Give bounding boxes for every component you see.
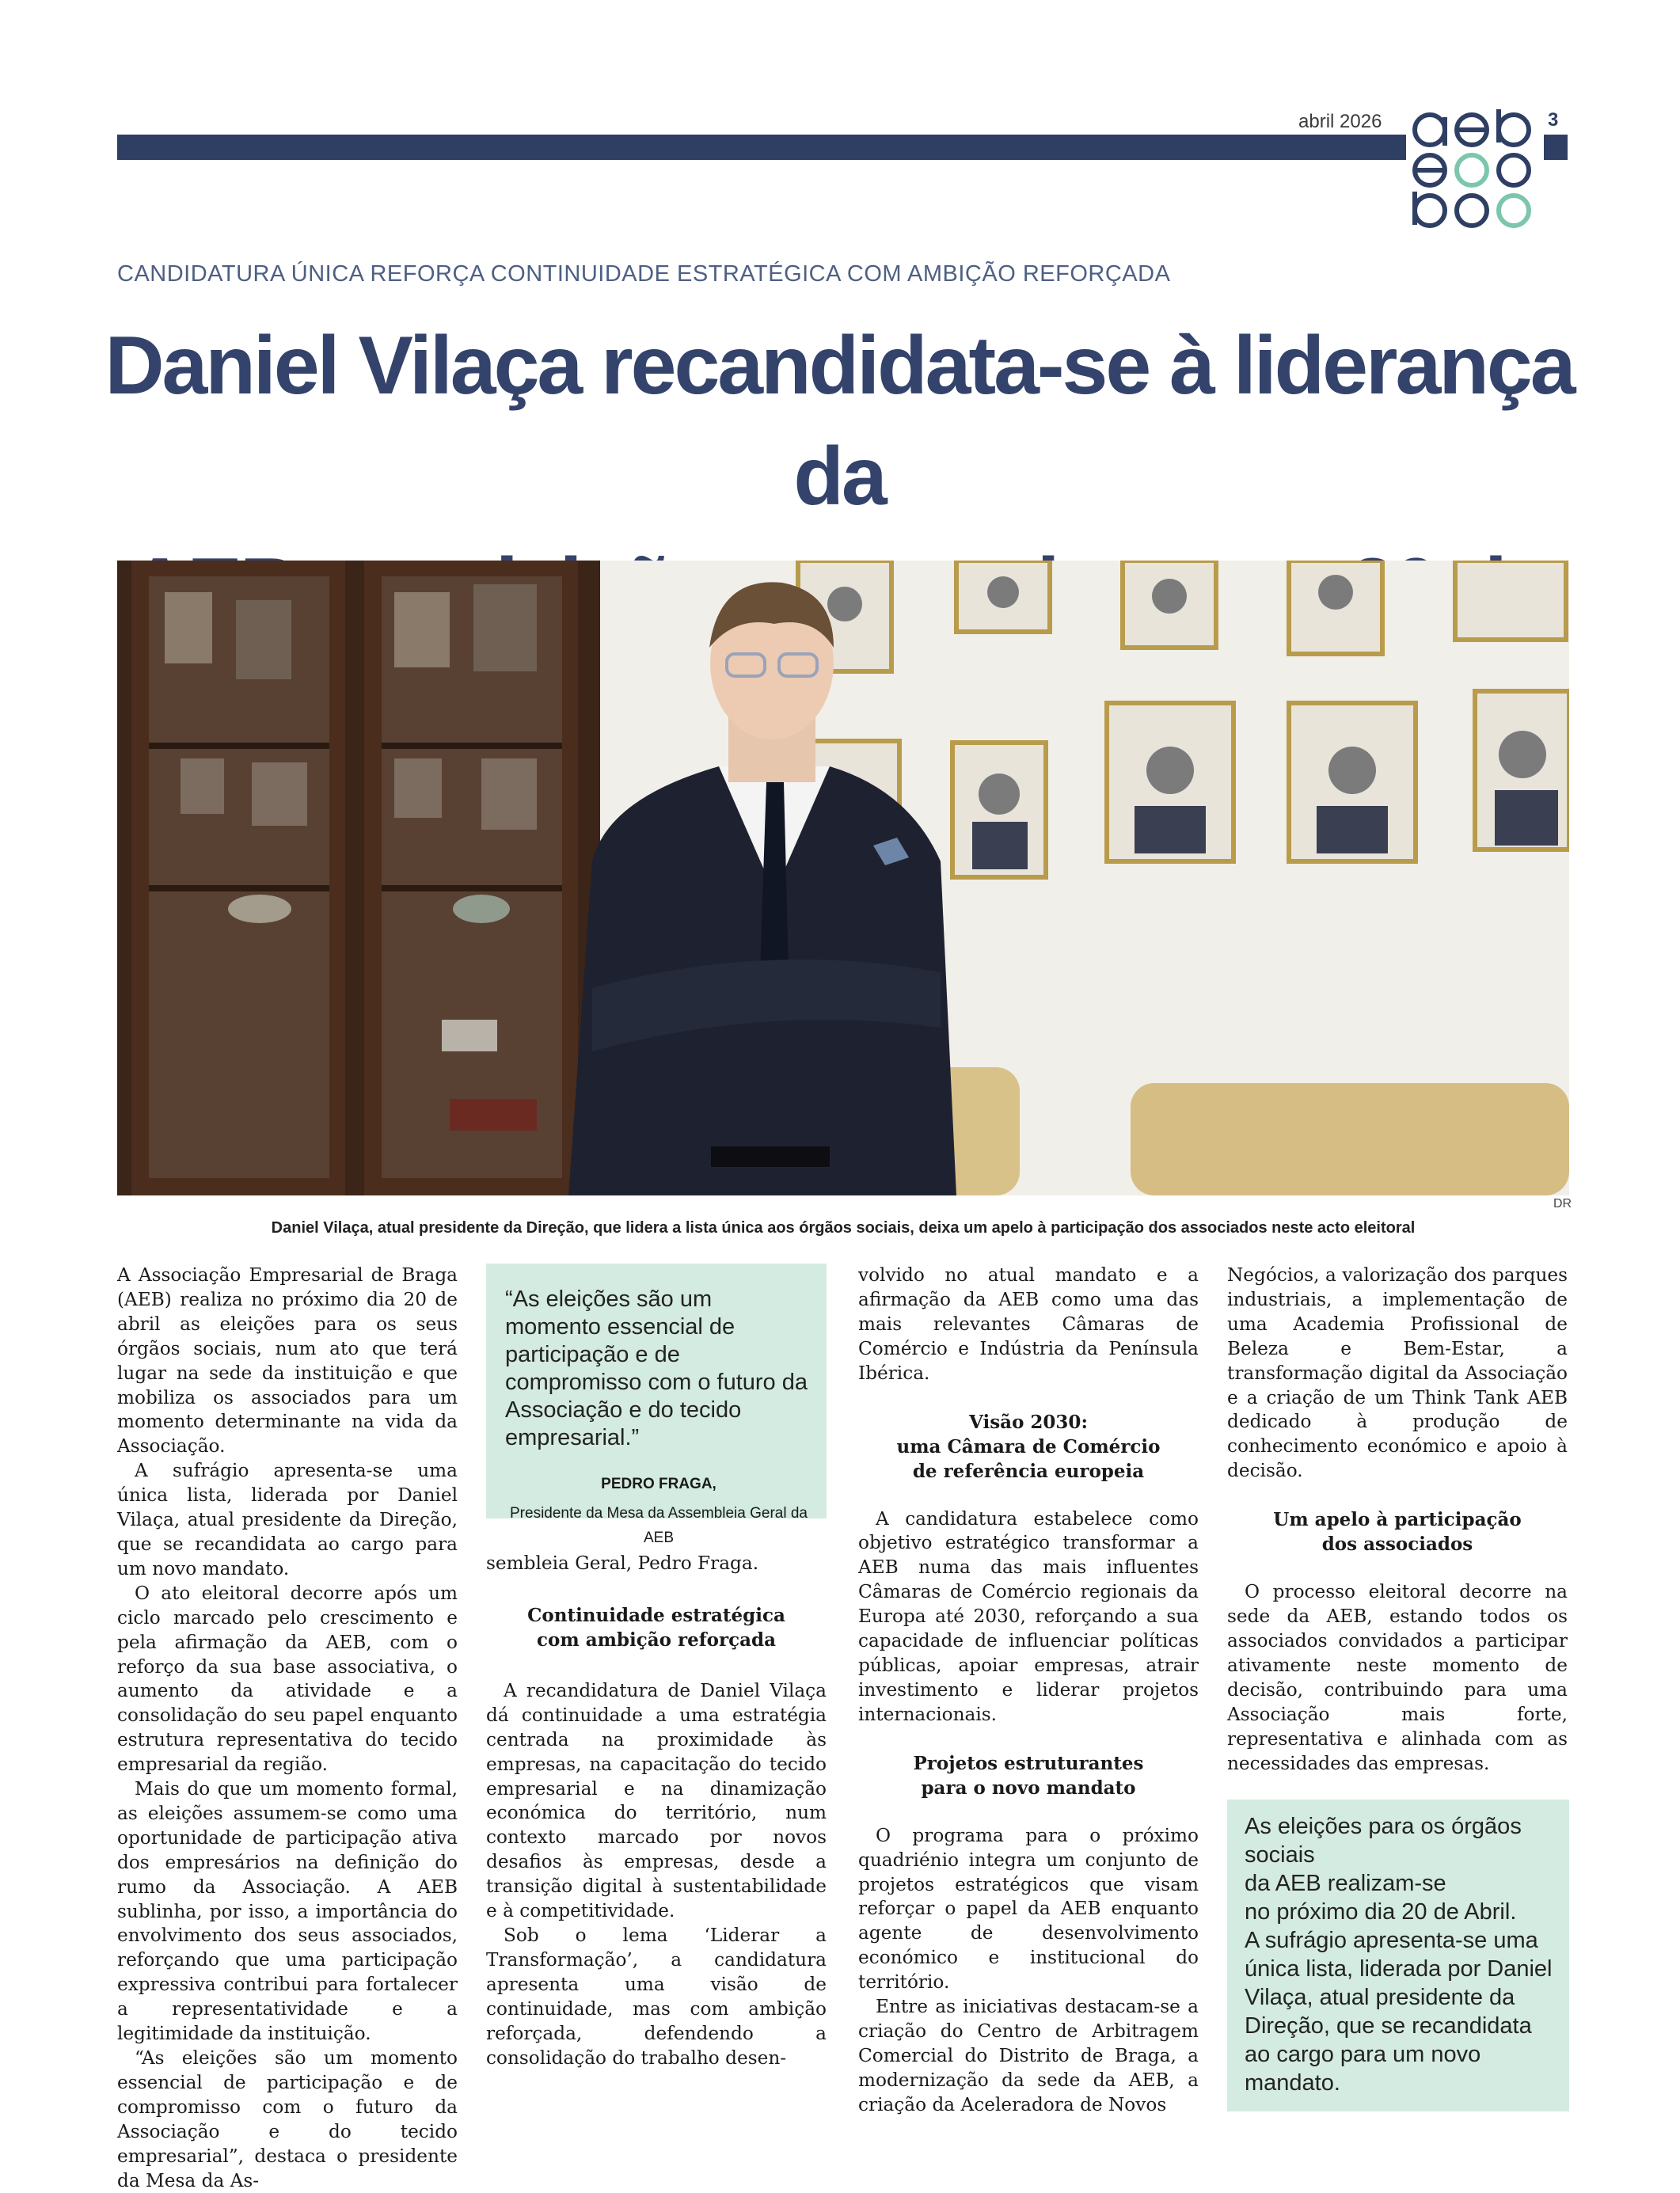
header-bar-end [1544, 135, 1568, 160]
section-heading [1227, 1507, 1568, 1556]
section-heading-line: dos associados [1321, 1534, 1473, 1556]
section-heading-line: com ambição reforçada [537, 1629, 776, 1651]
photo-caption: Daniel Vilaça, atual presidente da Direção, que lidera a lista única aos órgãos sociais, deixa um apelo à participação dos associados neste acto eleitoral [271, 1219, 1416, 1237]
paragraph: O processo eleitoral decorre na sede da AEB, estando todos os associados convidados a participar ativamente neste momento de decisão, contribuindo para uma Associação mais forte, representativa e alinhada com as necessidades das empresas. [1227, 1581, 1568, 1774]
highlight-line: no próximo dia 20 de Abril. [1245, 1899, 1517, 1925]
pull-quote-author: PEDRO FRAGA, [601, 1476, 716, 1492]
pull-quote-role: Presidente da Mesa da Assembleia Geral da AEB [510, 1504, 808, 1546]
section-heading-line: Visão 2030: [969, 1411, 1088, 1433]
edition-date: abril 2026 [1298, 111, 1382, 132]
section-heading-line: Um apelo à participação [1273, 1509, 1522, 1531]
article-photo [117, 561, 1569, 1195]
pull-quote-text: “As eleições são um momento essencial de participação e de compromisso com o futuro da Associação e do tecido empresarial.” [505, 1287, 808, 1450]
aeb-logo [1409, 109, 1534, 230]
paragraph: Entre as iniciativas destacam-se a criação do Centro de Arbitragem Comercial do Distrito de Braga, a modernização da sede da AEB, a criação da Aceleradora de Novos [858, 1996, 1199, 2115]
section-heading [858, 1751, 1199, 1800]
section-heading-line: Projetos estruturantes [913, 1752, 1144, 1774]
paragraph: Negócios, a valorização dos parques industriais, a implementação de uma Academia Profissional de Beleza e Bem-Estar, a transformação digital da Associação e a criação de um Think Tank AEB dedicado à produção de conhecimento económico e apoio à decisão. [1227, 1264, 1568, 1482]
highlight-line: da AEB realizam-se [1245, 1871, 1446, 1897]
article-column-3 [858, 1264, 1199, 2118]
article-kicker: CANDIDATURA ÚNICA REFORÇA CONTINUIDADE ESTRATÉGICA COM AMBIÇÃO REFORÇADA [117, 261, 1171, 287]
headline-line-1: Daniel Vilaça recandidata-se à liderança da [105, 320, 1574, 523]
highlight-line: As eleições para os órgãos sociais [1245, 1814, 1522, 1868]
section-heading-line: para o novo mandato [921, 1777, 1136, 1799]
article-column-4 [1227, 1264, 1568, 2111]
section-heading [486, 1603, 827, 1652]
page-number: 3 [1548, 109, 1559, 131]
paragraph: Mais do que um momento formal, as eleições assumem-se como uma oportunidade de participação ativa dos empresários na definição do rumo da Associação. A AEB sublinha, por isso, a importância do envolvimento dos seus associados, reforçando que uma participação expressiva contribui para fortalecer a representatividade e a legitimidade da instituição. [117, 1778, 458, 2045]
paragraph: A candidatura estabelece como objetivo estratégico transformar a AEB numa das mais influentes Câmaras de Comércio regionais da Europa até 2030, reforçando a sua capacidade de influenciar políticas públicas, apoiar empresas, atrair investimento e liderar projetos internacionais. [858, 1507, 1199, 1725]
paragraph: A Associação Empresarial de Braga (AEB) realiza no próximo dia 20 de abril as eleições para os seus órgãos sociais, num ato que terá lugar na sede da instituição e que mobiliza os associados para um momento determinante na vida da Associação. [117, 1264, 458, 1458]
header-bar [117, 135, 1406, 160]
paragraph: sembleia Geral, Pedro Fraga. [486, 1553, 759, 1574]
article-column-1 [117, 1264, 458, 2193]
pull-quote-box [486, 1264, 827, 1546]
section-heading-line: Continuidade estratégica [527, 1604, 785, 1626]
article-column-2 [486, 1264, 827, 2070]
paragraph: volvido no atual mandato e a afirmação da AEB como uma das mais relevantes Câmaras de Comércio e Indústria da Península Ibérica. [858, 1264, 1199, 1384]
section-heading-line: de referência europeia [912, 1460, 1145, 1482]
highlight-text [1245, 1812, 1553, 2097]
section-heading [858, 1410, 1199, 1484]
paragraph: O ato eleitoral decorre após um ciclo marcado pelo crescimento e pela afirmação da AEB, com o reforço da sua base associativa, o aumento da atividade e a consolidação do seu papel enquanto estrutura representativa do tecido empresarial da região. [117, 1582, 458, 1776]
paragraph: “As eleições são um momento essencial de participação e de compromisso com o futuro da Associação e do tecido empresarial”, destaca o presidente da Mesa da As- [117, 2047, 458, 2191]
paragraph: O programa para o próximo quadriénio integra um conjunto de projetos estratégicos que visam reforçar o papel da AEB enquanto agente de desenvolvimento económico e institucional do território. [858, 1824, 1199, 1993]
photo-credit: DR [1553, 1197, 1572, 1211]
highlight-line: A sufrágio apresenta-se uma única lista, liderada por Daniel Vilaça, atual presidente da Direção, que se recandidata ao cargo para um novo mandato. [1245, 1928, 1553, 2096]
paragraph: A recandidatura de Daniel Vilaça dá continuidade a uma estratégia centrada na proximidade às empresas, na capacitação do tecido empresarial e na dinamização económica do território, num contexto marcado por novos desafios às empresas, desde a transição digital à sustentabilidade e à competitividade. [486, 1679, 827, 1922]
paragraph: A sufrágio apresenta-se uma única lista, liderada por Daniel Vilaça, atual presidente da Direção, que se recandidata ao cargo para um novo mandato. [117, 1460, 458, 1579]
highlight-box [1227, 1800, 1569, 2111]
section-heading-line: uma Câmara de Comércio [896, 1435, 1161, 1458]
paragraph: Sob o lema ‘Liderar a Transformação’, a candidatura apresenta uma visão de continuidade, mas com ambição reforçada, defendendo a consolidação do trabalho desen- [486, 1924, 827, 2069]
portrait-illustration [117, 561, 1569, 1195]
